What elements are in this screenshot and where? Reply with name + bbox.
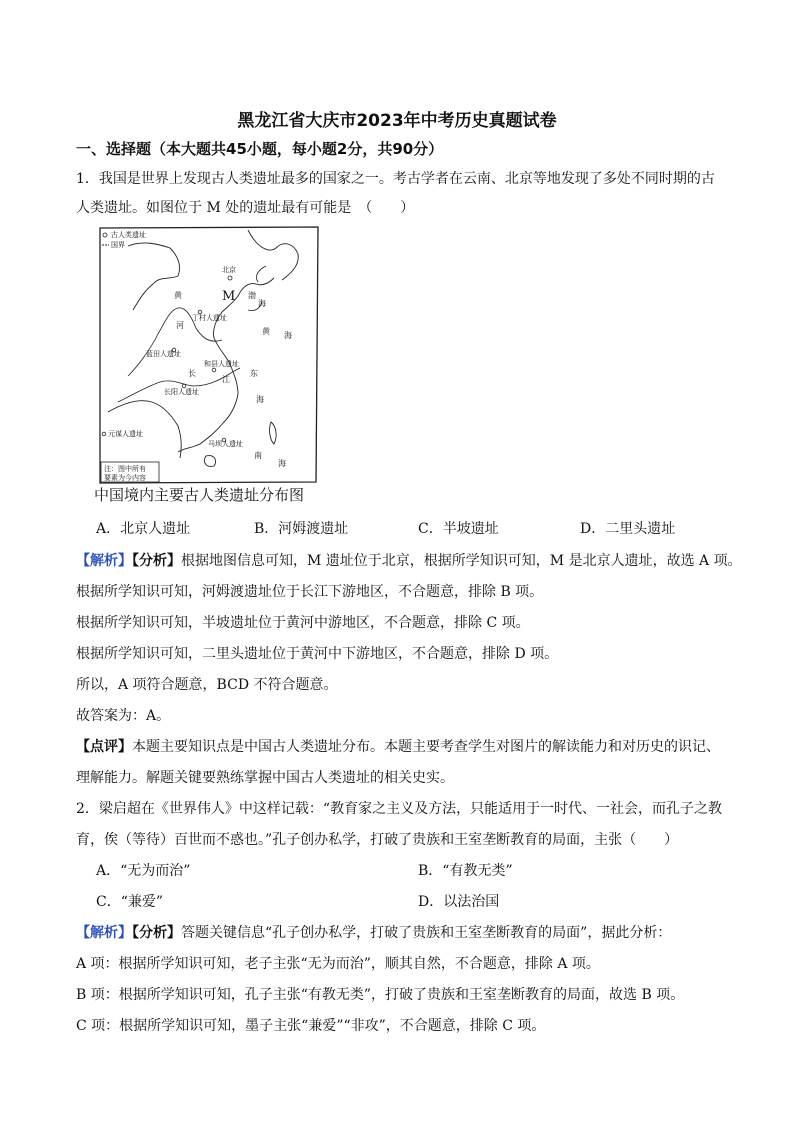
q2-analysis-line4: C 项：根据所学知识可知，墨子主张“兼爱”“非攻”，不合题意，排除 C 项。: [76, 1018, 546, 1034]
q1-option-c: C．半坡遗址: [418, 521, 499, 537]
beijing-site-icon: [228, 276, 232, 280]
map-label-jiang: 江: [222, 375, 230, 384]
q1-analysis-line4: 根据所学知识可知，二里头遗址位于黄河中下游地区，不合题意，排除 D 项。: [76, 646, 559, 662]
map-label-beijing: 北京: [222, 266, 236, 274]
q2-analysis-line1: [76, 924, 671, 942]
map-label-nanhai-nan: 南: [254, 451, 262, 460]
map-label-lantian: 蓝田人遗址: [146, 350, 181, 358]
map-label-bo: 渤: [248, 291, 256, 300]
map-label-he: 河: [176, 321, 184, 330]
map-label-hai1: 海: [258, 299, 266, 308]
q1-analysis-line5: 所以，A 项符合题意，BCD 不符合题意。: [76, 677, 338, 693]
q1-comment-line2: 理解能力。解题关键要熟练掌握中国古人类遗址的相关史实。: [76, 770, 454, 786]
page-title: 黑龙江省大庆市2023年中考历史真题试卷: [237, 111, 557, 131]
q2-option-b: B．“有教无类”: [418, 863, 513, 879]
q1-analysis-line2: 根据所学知识可知，河姆渡遗址位于长江下游地区，不合题意，排除 B 项。: [76, 584, 544, 600]
map-label-maba: 马坝人遗址: [208, 440, 243, 448]
map-note-line2: 要素为今内容: [104, 474, 146, 482]
analysis-sub-tag: 【分析】: [132, 553, 181, 569]
analysis-text: 根据地图信息可知，M 遗址位于北京，根据所学知识可知，M 是北京人遗址，故选 A 项。: [181, 553, 742, 569]
map-label-huanghai-hai: 海: [284, 331, 292, 340]
q2-option-c: C．“兼爱”: [96, 894, 164, 910]
comment-text: 本题主要知识点是中国古人类遗址分布。本题主要考查学生对图片的解读能力和对历史的识记、: [132, 739, 720, 755]
q1-comment-line1: [76, 738, 720, 756]
map-label-nanhai-hai: 海: [278, 459, 286, 468]
q2-analysis-line3: B 项：根据所学知识可知，孔子主张“有教无类”，打破了贵族和王室垄断教育的局面，故选 B 项。: [76, 987, 685, 1003]
q1-option-d: D．二里头遗址: [580, 521, 676, 537]
q2-analysis-sub-tag: 【分析】: [132, 925, 181, 941]
map-label-changyang: 长阳人遗址: [164, 388, 199, 396]
map-label-dingcun: 丁村人遗址: [192, 314, 227, 322]
q1-stem-line2: 人类遗址。如图位于 M 处的遗址最有可能是 （ ）: [76, 200, 415, 216]
map-label-yuanmou: 元谋人遗址: [108, 430, 143, 438]
map-label-donghai-hai: 海: [256, 395, 264, 404]
map-label-huang: 黄: [174, 291, 182, 300]
map-label-hexian: 和县人遗址: [204, 360, 239, 368]
legend-site-label: 古人类遗址: [111, 231, 146, 239]
analysis-tag: 【解析】: [76, 553, 132, 569]
comment-tag: 【点评】: [76, 739, 132, 755]
section-heading: 一、选择题（本大题共45小题，每小题2分，共90分）: [76, 140, 444, 158]
q1-analysis-line3: 根据所学知识可知，半坡遗址位于黄河中游地区，不合题意，排除 C 项。: [76, 615, 530, 631]
map-label-donghai-dong: 东: [250, 369, 258, 378]
map-label-huanghai-huang: 黄: [262, 327, 270, 336]
legend-site-icon: [103, 233, 107, 237]
q1-analysis-line1: [76, 552, 742, 570]
q1-option-a: A．北京人遗址: [96, 521, 191, 537]
map-label-chang: 长: [188, 369, 196, 378]
site-distribution-map: [98, 226, 320, 484]
q2-analysis-tag: 【解析】: [76, 925, 132, 941]
hexian-site-icon: [212, 368, 216, 372]
q1-answer: 故答案为：A。: [76, 708, 171, 724]
map-figure: [98, 226, 320, 484]
q2-stem-line1: 2．梁启超在《世界伟人》中这样记载：“教育家之主义及方法，只能适用于一时代、一社会，而孔子之教: [76, 801, 723, 817]
map-marker-m: M: [222, 289, 236, 304]
yuanmou-site-icon: [102, 432, 106, 436]
q1-option-b: B．河姆渡遗址: [254, 521, 349, 537]
legend-border-label: 国界: [111, 241, 125, 249]
q2-option-a: A．“无为而治”: [96, 863, 191, 879]
map-caption: 中国境内主要古人类遗址分布图: [94, 486, 305, 504]
q2-analysis-line2: A 项：根据所学知识可知，老子主张“无为而治”，顺其自然，不合题意，排除 A 项。: [76, 956, 600, 972]
q2-analysis-text: 答题关键信息“孔子创办私学，打破了贵族和王室垄断教育的局面”，据此分析：: [181, 925, 672, 941]
q2-stem-line2: 育，俟（等待）百世而不惑也。”孔子创办私学，打破了贵族和王室垄断教育的局面，主张（ ）: [76, 832, 679, 848]
q2-option-d: D．以法治国: [418, 894, 500, 910]
map-note-line1: 注：图中所有: [104, 465, 146, 473]
q1-stem-line1: 1．我国是世界上发现古人类遗址最多的国家之一。考古学者在云南、北京等地发现了多处不同时期的古: [76, 171, 715, 187]
